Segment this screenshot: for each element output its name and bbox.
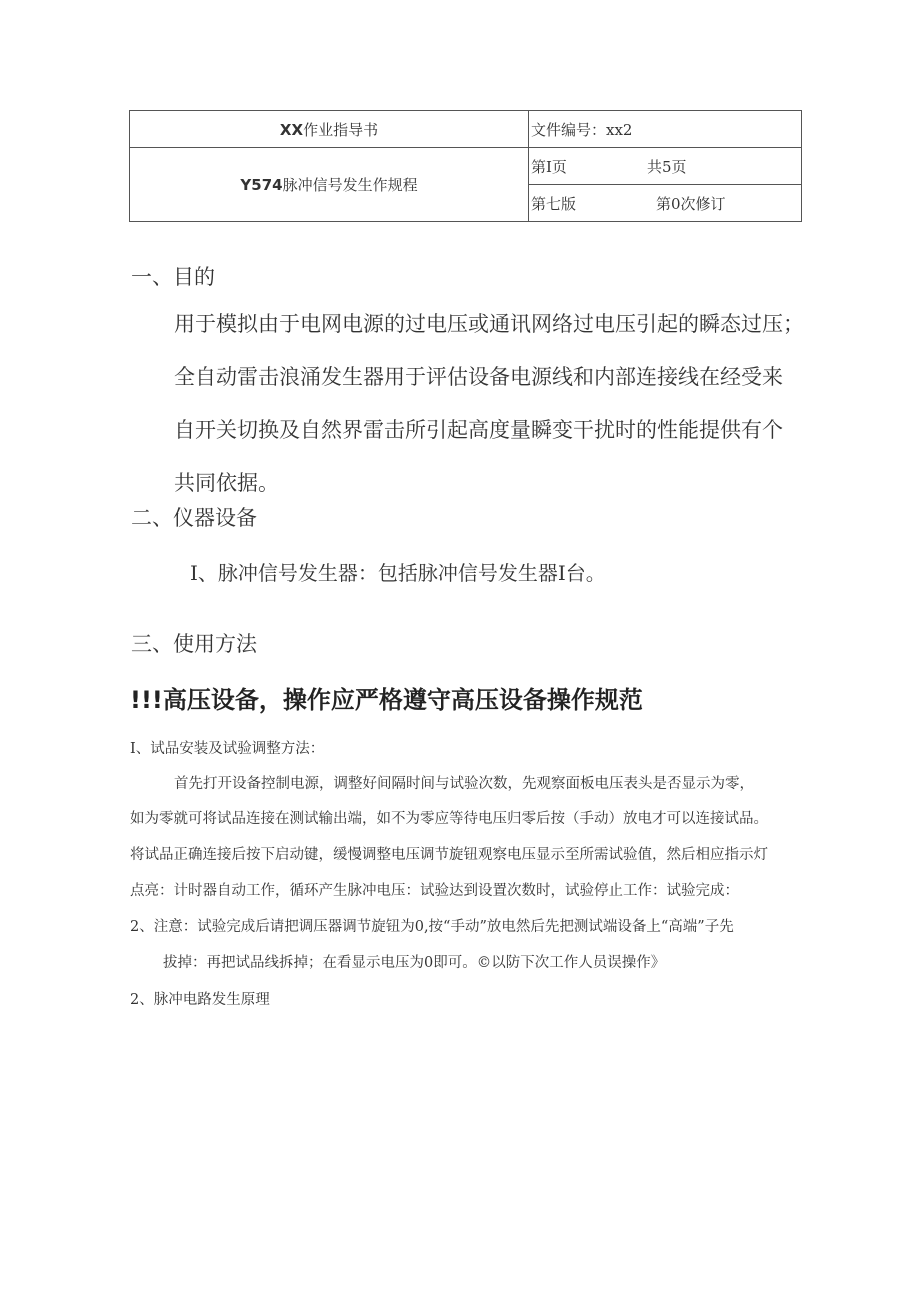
- paragraph-line: 自开关切换及自然界雷击所引起高度量瞬变干扰时的性能提供有个: [174, 418, 783, 442]
- section-2-heading: 二、仪器设备: [131, 506, 257, 530]
- equipment-item: I、脉冲信号发生器：包括脉冲信号发生器I台。: [190, 561, 606, 585]
- page-total: 共5页: [646, 157, 687, 176]
- safety-warning: !!!高压设备，操作应严格遵守高压设备操作规范: [130, 686, 643, 714]
- procedure-line: 点亮：计时器自动工作，循环产生脉冲电压：试验达到设置次数时，试验停止工作：试验完成：: [130, 883, 739, 899]
- section-1-paragraph: [174, 298, 814, 510]
- file-number: 文件编号：xx2: [531, 120, 633, 139]
- page-current: 第I页: [531, 157, 567, 176]
- doc-type-cell: [130, 111, 529, 148]
- revision: 第0次修订: [656, 194, 726, 213]
- sub-2-title: 2、脉冲电路发生原理: [130, 992, 270, 1008]
- procedure-line: 首先打开设备控制电源，调整好间隔时间与试验次数，先观察面板电压表头是否显示为零，: [174, 776, 754, 792]
- file-number-cell: [529, 111, 802, 148]
- sub-1-title: I、试品安装及试验调整方法：: [130, 741, 325, 757]
- doc-type-label: 作业指导书: [303, 120, 379, 139]
- edition: 第七版: [531, 194, 577, 213]
- note-line: 2、注意：试验完成后请把调压器调节旋钮为0,按“手动”放电然后先把测试端设备上“高端”子先: [130, 919, 734, 935]
- header-table: [129, 110, 802, 222]
- doc-type-prefix: XX: [279, 120, 304, 139]
- edition-cell: [529, 185, 802, 222]
- paragraph-line: 全自动雷击浪涌发生器用于评估设备电源线和内部连接线在经受来: [174, 365, 783, 389]
- doc-title-cell: [130, 148, 529, 222]
- page-info-cell: [529, 148, 802, 185]
- procedure-line: 如为零就可将试品连接在测试输出端，如不为零应等待电压归零后按（手动）放电才可以连接试品。: [130, 811, 768, 827]
- procedure-line: 将试品正确连接后按下启动键，缓慢调整电压调节旋钮观察电压显示至所需试验值，然后相应指示灯: [130, 847, 768, 863]
- doc-title-code: Y574: [240, 176, 283, 194]
- section-1-heading: 一、目的: [131, 265, 215, 289]
- paragraph-line: 共同依据。: [174, 471, 279, 495]
- section-3-heading: 三、使用方法: [131, 632, 257, 656]
- note-line: 拔掉：再把试品线拆掉；在看显示电压为0即可。©以防下次工作人员误操作》: [163, 955, 666, 971]
- paragraph-line: 用于模拟由于电网电源的过电压或通讯网络过电压引起的瞬态过压；: [174, 312, 804, 336]
- doc-title-text: 脉冲信号发生作规程: [282, 176, 418, 194]
